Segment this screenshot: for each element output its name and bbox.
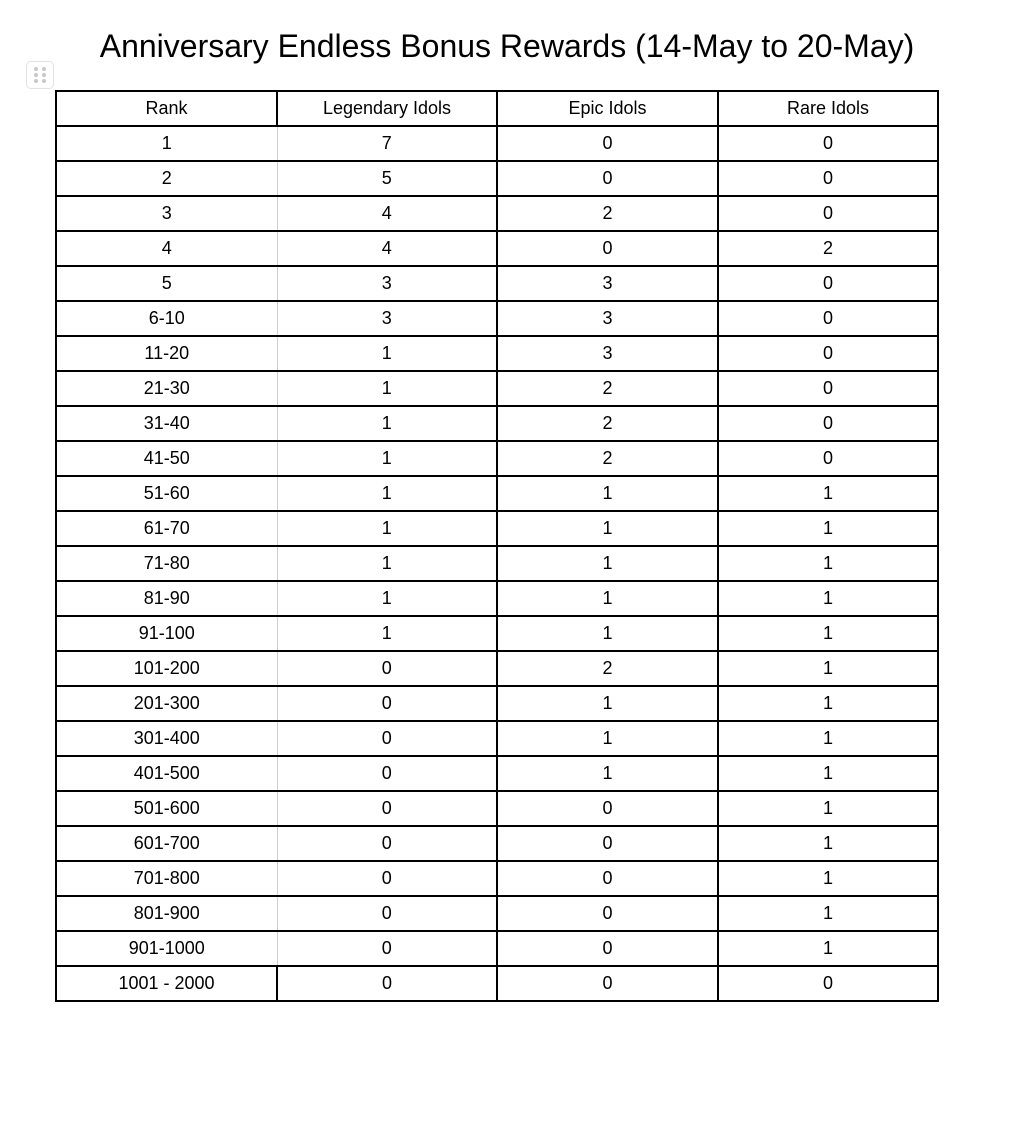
rank-cell: 41-50 xyxy=(56,441,277,476)
rank-cell: 3 xyxy=(56,196,277,231)
table-row xyxy=(56,756,938,791)
legendary-idols-cell: 1 xyxy=(277,546,497,581)
legendary-idols-cell: 1 xyxy=(277,616,497,651)
drag-dot xyxy=(42,73,46,77)
drag-dot xyxy=(34,67,38,71)
epic-idols-cell: 0 xyxy=(497,896,718,931)
rank-cell: 901-1000 xyxy=(56,931,277,966)
table-row xyxy=(56,406,938,441)
rare-idols-cell: 1 xyxy=(718,616,938,651)
table-row xyxy=(56,861,938,896)
table-row xyxy=(56,441,938,476)
rank-cell: 71-80 xyxy=(56,546,277,581)
table-row xyxy=(56,336,938,371)
rank-cell: 401-500 xyxy=(56,756,277,791)
legendary-idols-cell: 1 xyxy=(277,581,497,616)
table-row xyxy=(56,616,938,651)
epic-idols-cell: 3 xyxy=(497,266,718,301)
epic-idols-cell: 1 xyxy=(497,546,718,581)
table-row xyxy=(56,791,938,826)
drag-dot xyxy=(42,79,46,83)
rare-idols-cell: 1 xyxy=(718,686,938,721)
table-row xyxy=(56,931,938,966)
rare-idols-cell: 0 xyxy=(718,266,938,301)
drag-dot xyxy=(42,67,46,71)
rare-idols-cell: 1 xyxy=(718,861,938,896)
legendary-idols-cell: 1 xyxy=(277,511,497,546)
rare-idols-cell: 1 xyxy=(718,581,938,616)
legendary-idols-cell: 0 xyxy=(277,756,497,791)
epic-idols-cell: 1 xyxy=(497,511,718,546)
rank-cell: 2 xyxy=(56,161,277,196)
epic-idols-cell: 1 xyxy=(497,581,718,616)
page-title: Anniversary Endless Bonus Rewards (14-May to 20-May) xyxy=(99,28,915,64)
epic-idols-cell: 1 xyxy=(497,616,718,651)
rare-idols-cell: 1 xyxy=(718,546,938,581)
legendary-idols-cell: 5 xyxy=(277,161,497,196)
epic-idols-cell: 2 xyxy=(497,651,718,686)
epic-idols-cell: 0 xyxy=(497,931,718,966)
rank-cell: 51-60 xyxy=(56,476,277,511)
table-row xyxy=(56,581,938,616)
table-row xyxy=(56,476,938,511)
rare-idols-cell: 0 xyxy=(718,371,938,406)
column-header-legendary-idols: Legendary Idols xyxy=(277,91,497,126)
column-header-epic-idols: Epic Idols xyxy=(497,91,718,126)
table-row xyxy=(56,161,938,196)
rank-cell: 11-20 xyxy=(56,336,277,371)
rare-idols-cell: 1 xyxy=(718,931,938,966)
rank-cell: 201-300 xyxy=(56,686,277,721)
legendary-idols-cell: 0 xyxy=(277,966,497,1001)
legendary-idols-cell: 0 xyxy=(277,826,497,861)
table-row xyxy=(56,686,938,721)
rank-cell: 1 xyxy=(56,126,277,161)
rare-idols-cell: 0 xyxy=(718,336,938,371)
rare-idols-cell: 2 xyxy=(718,231,938,266)
legendary-idols-cell: 1 xyxy=(277,441,497,476)
epic-idols-cell: 0 xyxy=(497,826,718,861)
legendary-idols-cell: 7 xyxy=(277,126,497,161)
epic-idols-cell: 0 xyxy=(497,161,718,196)
rare-idols-cell: 0 xyxy=(718,301,938,336)
epic-idols-cell: 0 xyxy=(497,126,718,161)
legendary-idols-cell: 0 xyxy=(277,931,497,966)
epic-idols-cell: 1 xyxy=(497,476,718,511)
table-row xyxy=(56,546,938,581)
epic-idols-cell: 0 xyxy=(497,861,718,896)
table-row xyxy=(56,126,938,161)
legendary-idols-cell: 0 xyxy=(277,651,497,686)
rare-idols-cell: 1 xyxy=(718,756,938,791)
table-row xyxy=(56,721,938,756)
legendary-idols-cell: 4 xyxy=(277,231,497,266)
rank-cell: 501-600 xyxy=(56,791,277,826)
legendary-idols-cell: 4 xyxy=(277,196,497,231)
rank-cell: 1001 - 2000 xyxy=(56,966,277,1001)
legendary-idols-cell: 1 xyxy=(277,336,497,371)
legendary-idols-cell: 1 xyxy=(277,406,497,441)
drag-dot xyxy=(34,73,38,77)
epic-idols-cell: 2 xyxy=(497,441,718,476)
epic-idols-cell: 0 xyxy=(497,791,718,826)
rare-idols-cell: 1 xyxy=(718,651,938,686)
table-header-row xyxy=(56,91,938,126)
epic-idols-cell: 2 xyxy=(497,406,718,441)
rank-cell: 4 xyxy=(56,231,277,266)
table-row xyxy=(56,266,938,301)
epic-idols-cell: 3 xyxy=(497,301,718,336)
legendary-idols-cell: 0 xyxy=(277,861,497,896)
legendary-idols-cell: 3 xyxy=(277,266,497,301)
rewards-table xyxy=(55,90,939,1002)
epic-idols-cell: 0 xyxy=(497,966,718,1001)
legendary-idols-cell: 0 xyxy=(277,896,497,931)
rare-idols-cell: 1 xyxy=(718,476,938,511)
table-row xyxy=(56,371,938,406)
drag-dot xyxy=(34,79,38,83)
rank-cell: 91-100 xyxy=(56,616,277,651)
table-row xyxy=(56,896,938,931)
rare-idols-cell: 0 xyxy=(718,161,938,196)
rank-cell: 601-700 xyxy=(56,826,277,861)
epic-idols-cell: 2 xyxy=(497,196,718,231)
rare-idols-cell: 1 xyxy=(718,511,938,546)
legendary-idols-cell: 0 xyxy=(277,686,497,721)
legendary-idols-cell: 0 xyxy=(277,791,497,826)
rank-cell: 301-400 xyxy=(56,721,277,756)
epic-idols-cell: 3 xyxy=(497,336,718,371)
legendary-idols-cell: 1 xyxy=(277,371,497,406)
table-row xyxy=(56,651,938,686)
column-header-rare-idols: Rare Idols xyxy=(718,91,938,126)
table-row xyxy=(56,511,938,546)
epic-idols-cell: 1 xyxy=(497,756,718,791)
rank-cell: 701-800 xyxy=(56,861,277,896)
rare-idols-cell: 0 xyxy=(718,126,938,161)
epic-idols-cell: 1 xyxy=(497,721,718,756)
rank-cell: 81-90 xyxy=(56,581,277,616)
rare-idols-cell: 0 xyxy=(718,966,938,1001)
table-body xyxy=(56,126,938,1001)
rare-idols-cell: 0 xyxy=(718,441,938,476)
rare-idols-cell: 1 xyxy=(718,791,938,826)
table-row xyxy=(56,966,938,1001)
table-row xyxy=(56,196,938,231)
rare-idols-cell: 0 xyxy=(718,196,938,231)
rare-idols-cell: 1 xyxy=(718,826,938,861)
legendary-idols-cell: 0 xyxy=(277,721,497,756)
rank-cell: 61-70 xyxy=(56,511,277,546)
epic-idols-cell: 2 xyxy=(497,371,718,406)
epic-idols-cell: 0 xyxy=(497,231,718,266)
table-row xyxy=(56,301,938,336)
rank-cell: 6-10 xyxy=(56,301,277,336)
rank-cell: 21-30 xyxy=(56,371,277,406)
table-row xyxy=(56,826,938,861)
rare-idols-cell: 1 xyxy=(718,721,938,756)
column-header-rank: Rank xyxy=(56,91,277,126)
rank-cell: 101-200 xyxy=(56,651,277,686)
drag-handle-icon[interactable] xyxy=(26,61,54,89)
rare-idols-cell: 1 xyxy=(718,896,938,931)
rare-idols-cell: 0 xyxy=(718,406,938,441)
epic-idols-cell: 1 xyxy=(497,686,718,721)
legendary-idols-cell: 1 xyxy=(277,476,497,511)
legendary-idols-cell: 3 xyxy=(277,301,497,336)
table-row xyxy=(56,231,938,266)
rank-cell: 5 xyxy=(56,266,277,301)
rank-cell: 31-40 xyxy=(56,406,277,441)
rank-cell: 801-900 xyxy=(56,896,277,931)
